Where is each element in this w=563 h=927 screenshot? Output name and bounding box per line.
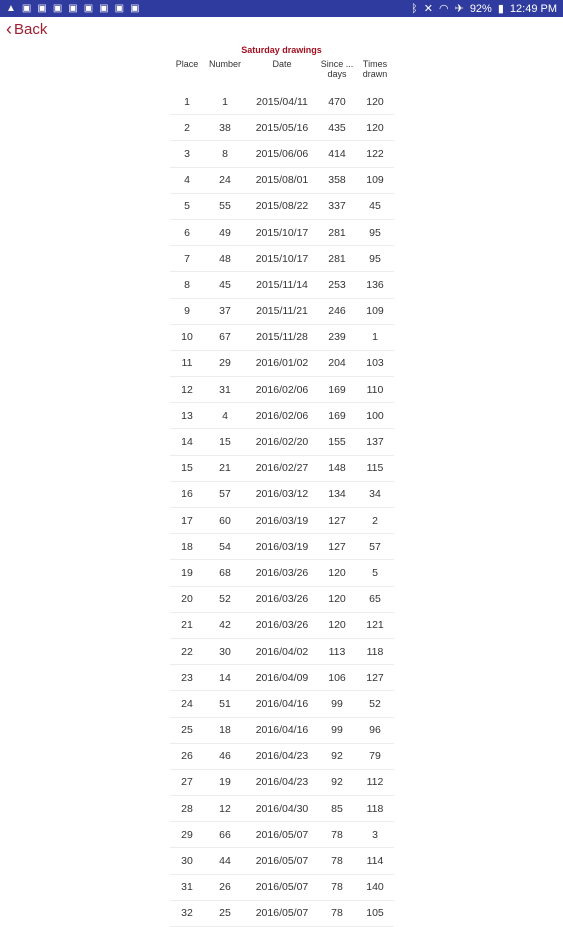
- table-row: [170, 350, 394, 376]
- cell-date: 2016/05/07: [246, 874, 318, 900]
- cell-place: 21: [170, 612, 204, 638]
- cell-since-days: 92: [318, 769, 356, 795]
- cell-place: 8: [170, 272, 204, 298]
- cell-since-days: 120: [318, 612, 356, 638]
- table-row: [170, 115, 394, 141]
- cell-date: 2016/03/19: [246, 534, 318, 560]
- cell-date: 2015/11/21: [246, 298, 318, 324]
- table-row: [170, 612, 394, 638]
- cell-number: 15: [204, 429, 246, 455]
- cell-place: 10: [170, 324, 204, 350]
- cell-date: 2015/05/16: [246, 115, 318, 141]
- cell-date: 2016/04/16: [246, 717, 318, 743]
- cell-place: 20: [170, 586, 204, 612]
- cell-times-drawn: 137: [356, 429, 394, 455]
- cell-number: 60: [204, 508, 246, 534]
- table-row: [170, 141, 394, 167]
- cell-date: 2016/03/19: [246, 508, 318, 534]
- drawings-table: [170, 59, 394, 927]
- cell-since-days: 85: [318, 796, 356, 822]
- cell-since-days: 337: [318, 193, 356, 219]
- cell-since-days: 106: [318, 665, 356, 691]
- notification-icon: ▣: [114, 2, 125, 14]
- cell-place: 22: [170, 638, 204, 664]
- header-since-days: Since ... days: [320, 59, 354, 79]
- cell-place: 5: [170, 193, 204, 219]
- cell-place: 30: [170, 848, 204, 874]
- cell-times-drawn: 140: [356, 874, 394, 900]
- chevron-left-icon: ‹: [6, 19, 12, 39]
- notification-icon: ▣: [130, 2, 140, 14]
- cell-since-days: 414: [318, 141, 356, 167]
- battery-icon: ▮: [497, 3, 504, 15]
- cell-place: 23: [170, 665, 204, 691]
- bluetooth-icon: ᛒ: [411, 2, 418, 15]
- cell-place: 12: [170, 377, 204, 403]
- cell-times-drawn: 122: [356, 141, 394, 167]
- cell-date: 2016/04/09: [246, 665, 318, 691]
- cell-since-days: 281: [318, 246, 356, 272]
- cell-date: 2016/01/02: [246, 350, 318, 376]
- cell-number: 30: [204, 638, 246, 664]
- cell-number: 44: [204, 848, 246, 874]
- cell-number: 57: [204, 481, 246, 507]
- table-row: [170, 324, 394, 350]
- cell-number: 31: [204, 377, 246, 403]
- cell-since-days: 134: [318, 481, 356, 507]
- cell-since-days: 127: [318, 508, 356, 534]
- table-row: [170, 665, 394, 691]
- cell-since-days: 281: [318, 219, 356, 245]
- back-label: Back: [14, 20, 48, 38]
- cell-since-days: 120: [318, 586, 356, 612]
- cell-date: 2016/04/23: [246, 769, 318, 795]
- table-row: [170, 193, 394, 219]
- cell-date: 2016/05/07: [246, 822, 318, 848]
- cell-place: 24: [170, 691, 204, 717]
- table-row: [170, 534, 394, 560]
- table-row: [170, 272, 394, 298]
- system-icons: [411, 2, 557, 15]
- status-bar: [0, 0, 563, 17]
- cell-date: 2016/05/07: [246, 900, 318, 926]
- cell-date: 2015/06/06: [246, 141, 318, 167]
- cell-number: 51: [204, 691, 246, 717]
- cell-times-drawn: 52: [356, 691, 394, 717]
- header-place: Place: [175, 59, 199, 69]
- cell-place: 27: [170, 769, 204, 795]
- cell-times-drawn: 121: [356, 612, 394, 638]
- cell-number: 49: [204, 219, 246, 245]
- cell-since-days: 239: [318, 324, 356, 350]
- cell-place: 6: [170, 219, 204, 245]
- cell-place: 25: [170, 717, 204, 743]
- table-row: [170, 455, 394, 481]
- cell-date: 2015/10/17: [246, 219, 318, 245]
- cell-place: 16: [170, 481, 204, 507]
- table-row: [170, 743, 394, 769]
- cell-since-days: 78: [318, 900, 356, 926]
- cell-times-drawn: 1: [356, 324, 394, 350]
- cell-place: 18: [170, 534, 204, 560]
- warning-icon: ▲: [6, 2, 16, 14]
- cell-number: 14: [204, 665, 246, 691]
- table-row: [170, 429, 394, 455]
- cell-times-drawn: 114: [356, 848, 394, 874]
- table-row: [170, 377, 394, 403]
- notification-icon: ▣: [68, 2, 78, 14]
- cell-times-drawn: 5: [356, 560, 394, 586]
- cell-date: 2016/04/30: [246, 796, 318, 822]
- table-row: [170, 586, 394, 612]
- cell-times-drawn: 103: [356, 350, 394, 376]
- cell-number: 1: [204, 89, 246, 115]
- cell-place: 3: [170, 141, 204, 167]
- airplane-icon: ✈: [454, 3, 464, 15]
- cell-number: 19: [204, 769, 246, 795]
- cell-date: 2015/11/28: [246, 324, 318, 350]
- cell-since-days: 78: [318, 822, 356, 848]
- cell-place: 9: [170, 298, 204, 324]
- cell-number: 25: [204, 900, 246, 926]
- back-button[interactable]: [6, 20, 47, 38]
- cell-number: 45: [204, 272, 246, 298]
- cell-times-drawn: 115: [356, 455, 394, 481]
- cell-since-days: 470: [318, 89, 356, 115]
- cell-date: 2016/03/12: [246, 481, 318, 507]
- cell-since-days: 253: [318, 272, 356, 298]
- header-date: Date: [272, 59, 292, 69]
- cell-date: 2016/02/06: [246, 403, 318, 429]
- table-body: [170, 89, 394, 927]
- cell-number: 52: [204, 586, 246, 612]
- notification-icon: ▣: [83, 2, 94, 14]
- cell-number: 54: [204, 534, 246, 560]
- cell-number: 21: [204, 455, 246, 481]
- cell-since-days: 169: [318, 377, 356, 403]
- page-title: Saturday drawings: [241, 45, 322, 55]
- notification-icon: ▣: [52, 2, 63, 14]
- cell-place: 32: [170, 900, 204, 926]
- cell-number: 55: [204, 193, 246, 219]
- cell-since-days: 78: [318, 848, 356, 874]
- cell-times-drawn: 45: [356, 193, 394, 219]
- table-header-row: [170, 59, 394, 89]
- cell-since-days: 246: [318, 298, 356, 324]
- cell-date: 2015/04/11: [246, 89, 318, 115]
- cell-place: 31: [170, 874, 204, 900]
- cell-since-days: 358: [318, 167, 356, 193]
- table-row: [170, 874, 394, 900]
- cell-place: 19: [170, 560, 204, 586]
- cell-times-drawn: 96: [356, 717, 394, 743]
- cell-since-days: 78: [318, 874, 356, 900]
- cell-place: 17: [170, 508, 204, 534]
- cell-since-days: 99: [318, 691, 356, 717]
- cell-times-drawn: 127: [356, 665, 394, 691]
- cell-since-days: 155: [318, 429, 356, 455]
- cell-number: 24: [204, 167, 246, 193]
- cell-times-drawn: 100: [356, 403, 394, 429]
- cell-date: 2015/08/22: [246, 193, 318, 219]
- cell-since-days: 99: [318, 717, 356, 743]
- cell-times-drawn: 118: [356, 638, 394, 664]
- table-row: [170, 481, 394, 507]
- cell-date: 2016/03/26: [246, 612, 318, 638]
- table-row: [170, 769, 394, 795]
- table-row: [170, 691, 394, 717]
- cell-place: 2: [170, 115, 204, 141]
- cell-place: 14: [170, 429, 204, 455]
- cell-since-days: 127: [318, 534, 356, 560]
- cell-number: 4: [204, 403, 246, 429]
- cell-times-drawn: 120: [356, 89, 394, 115]
- cell-place: 26: [170, 743, 204, 769]
- table-row: [170, 900, 394, 926]
- cell-times-drawn: 136: [356, 272, 394, 298]
- cell-number: 68: [204, 560, 246, 586]
- table-row: [170, 219, 394, 245]
- cell-since-days: 113: [318, 638, 356, 664]
- cell-number: 37: [204, 298, 246, 324]
- table-row: [170, 246, 394, 272]
- table-row: [170, 717, 394, 743]
- notification-icons: [6, 4, 140, 14]
- table-row: [170, 298, 394, 324]
- notification-icon: ▣: [37, 2, 47, 14]
- table-row: [170, 560, 394, 586]
- cell-times-drawn: 120: [356, 115, 394, 141]
- cell-times-drawn: 34: [356, 481, 394, 507]
- mute-icon: ✕: [423, 3, 433, 15]
- header-number: Number: [208, 59, 241, 69]
- notification-icon: ▣: [21, 2, 32, 14]
- top-bar: [0, 17, 563, 41]
- cell-place: 13: [170, 403, 204, 429]
- cell-date: 2016/02/20: [246, 429, 318, 455]
- cell-since-days: 435: [318, 115, 356, 141]
- cell-number: 48: [204, 246, 246, 272]
- cell-date: 2016/03/26: [246, 560, 318, 586]
- table-row: [170, 796, 394, 822]
- cell-date: 2016/04/02: [246, 638, 318, 664]
- cell-times-drawn: 109: [356, 167, 394, 193]
- cell-place: 4: [170, 167, 204, 193]
- cell-times-drawn: 109: [356, 298, 394, 324]
- cell-times-drawn: 110: [356, 377, 394, 403]
- cell-times-drawn: 57: [356, 534, 394, 560]
- cell-place: 28: [170, 796, 204, 822]
- cell-date: 2016/02/27: [246, 455, 318, 481]
- cell-times-drawn: 3: [356, 822, 394, 848]
- cell-place: 11: [170, 350, 204, 376]
- cell-number: 29: [204, 350, 246, 376]
- table-row: [170, 638, 394, 664]
- table-row: [170, 167, 394, 193]
- cell-date: 2016/05/07: [246, 848, 318, 874]
- cell-date: 2015/11/14: [246, 272, 318, 298]
- cell-times-drawn: 118: [356, 796, 394, 822]
- cell-times-drawn: 79: [356, 743, 394, 769]
- cell-place: 15: [170, 455, 204, 481]
- cell-since-days: 204: [318, 350, 356, 376]
- table-row: [170, 508, 394, 534]
- cell-times-drawn: 95: [356, 219, 394, 245]
- clock: 12:49 PM: [509, 2, 557, 15]
- table-row: [170, 822, 394, 848]
- cell-since-days: 148: [318, 455, 356, 481]
- cell-date: 2016/04/16: [246, 691, 318, 717]
- cell-place: 7: [170, 246, 204, 272]
- cell-number: 42: [204, 612, 246, 638]
- table-row: [170, 848, 394, 874]
- cell-date: 2015/08/01: [246, 167, 318, 193]
- cell-times-drawn: 65: [356, 586, 394, 612]
- table-row: [170, 403, 394, 429]
- cell-number: 12: [204, 796, 246, 822]
- cell-number: 8: [204, 141, 246, 167]
- cell-number: 66: [204, 822, 246, 848]
- cell-since-days: 92: [318, 743, 356, 769]
- cell-number: 26: [204, 874, 246, 900]
- wifi-icon: ◠: [438, 3, 449, 15]
- cell-times-drawn: 2: [356, 508, 394, 534]
- header-times-drawn: Times drawn: [362, 59, 388, 79]
- cell-number: 38: [204, 115, 246, 141]
- cell-since-days: 120: [318, 560, 356, 586]
- cell-times-drawn: 105: [356, 900, 394, 926]
- cell-times-drawn: 95: [356, 246, 394, 272]
- cell-since-days: 169: [318, 403, 356, 429]
- cell-number: 67: [204, 324, 246, 350]
- cell-place: 1: [170, 89, 204, 115]
- cell-times-drawn: 112: [356, 769, 394, 795]
- cell-date: 2015/10/17: [246, 246, 318, 272]
- cell-number: 18: [204, 717, 246, 743]
- table-row: [170, 89, 394, 115]
- cell-place: 29: [170, 822, 204, 848]
- cell-date: 2016/04/23: [246, 743, 318, 769]
- battery-percent: 92%: [469, 2, 492, 15]
- notification-icon: ▣: [99, 2, 109, 14]
- cell-number: 46: [204, 743, 246, 769]
- cell-date: 2016/03/26: [246, 586, 318, 612]
- cell-date: 2016/02/06: [246, 377, 318, 403]
